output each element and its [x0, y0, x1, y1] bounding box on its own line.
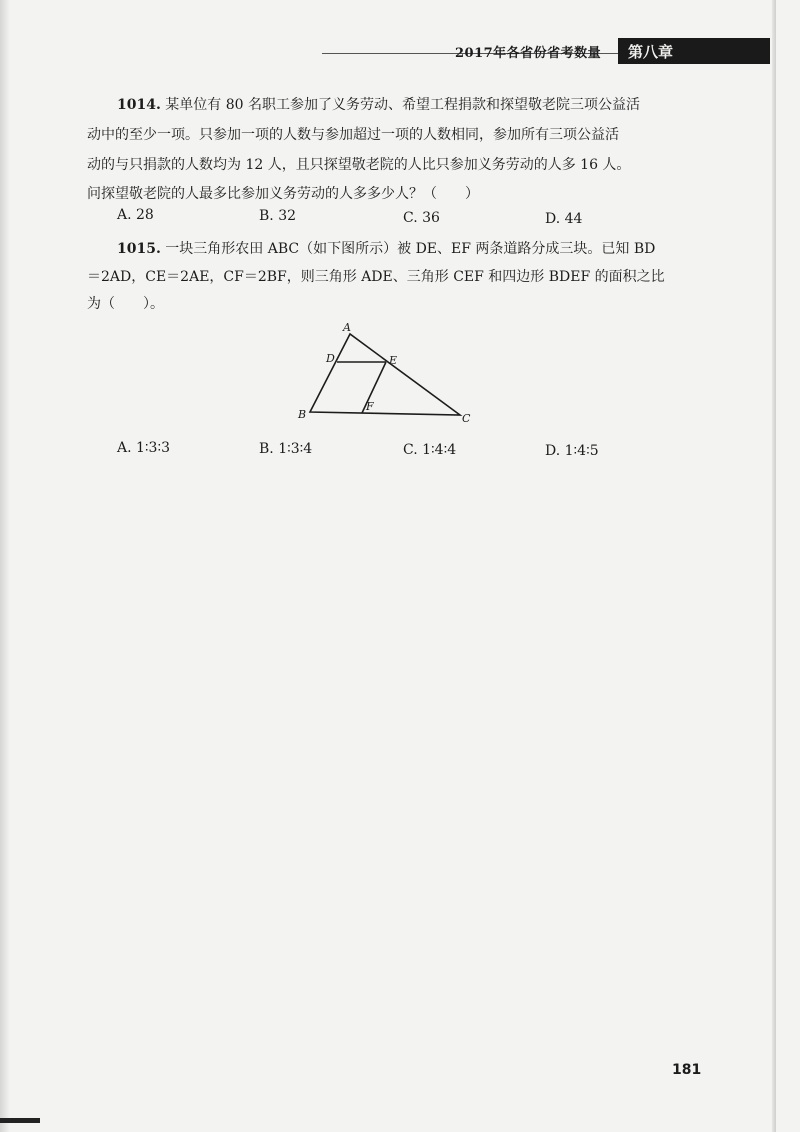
question-line: ＝2AD，CE＝2AE，CF＝2BF，则三角形 ADE、三角形 CEF 和四边形 BDEF 的面积之比	[87, 269, 665, 285]
triangle-abc	[310, 334, 460, 415]
question-text: 一块三角形农田 ABC（如下图所示）被 DE、EF 两条道路分成三块。已知 BD	[165, 241, 656, 257]
question-line	[117, 94, 640, 114]
question-number: 1015.	[117, 241, 161, 257]
question-line	[117, 238, 655, 258]
question-number: 1014.	[117, 97, 161, 113]
option-c: C. 1∶4∶4	[403, 442, 457, 458]
label-a: A	[343, 321, 351, 334]
option-b: B. 32	[259, 208, 297, 224]
question-line: 动中的至少一项。只参加一项的人数与参加超过一项的人数相同，参加所有三项公益活	[87, 127, 619, 143]
question-line: 问探望敬老院的人最多比参加义务劳动的人多多少人？（ ）	[87, 186, 479, 202]
corner-mark	[0, 1118, 40, 1123]
option-b: B. 1∶3∶4	[259, 441, 313, 457]
book-title: 2017年各省份省考数量	[455, 46, 602, 61]
page-edge-shadow-right	[772, 0, 776, 1132]
question-line: 为（ ）。	[87, 296, 164, 312]
label-c: C	[462, 412, 471, 425]
label-b: B	[298, 408, 307, 421]
page-edge-shadow-left	[0, 0, 10, 1132]
question-line: 动的与只捐款的人数均为 12 人，且只探望敬老院的人比只参加义务劳动的人多 16 人。	[87, 157, 631, 173]
option-d: D. 1∶4∶5	[545, 443, 599, 459]
label-e: E	[389, 354, 398, 367]
chapter-label: 第八章	[628, 43, 674, 61]
triangle-diagram	[290, 318, 480, 428]
option-a: A. 1∶3∶3	[117, 440, 171, 456]
question-text: 某单位有 80 名职工参加了义务劳动、希望工程捐款和探望敬老院三项公益活	[165, 97, 641, 113]
page-number: 181	[672, 1062, 702, 1078]
option-a: A. 28	[117, 207, 154, 223]
label-f: F	[366, 400, 374, 413]
option-d: D. 44	[545, 211, 583, 227]
triangle-lines	[310, 334, 460, 415]
option-c: C. 36	[403, 210, 440, 226]
label-d: D	[326, 352, 335, 365]
chapter-badge	[618, 38, 770, 64]
